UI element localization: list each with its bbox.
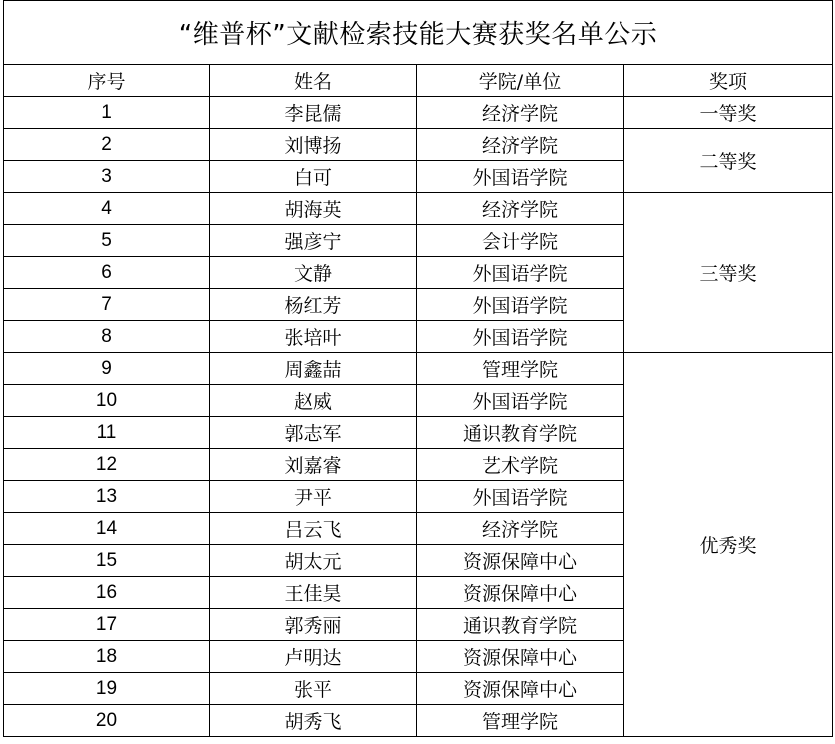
row-index: 13 xyxy=(4,481,210,513)
header-row xyxy=(4,65,833,97)
row-college: 外国语学院 xyxy=(417,289,624,321)
row-college: 管理学院 xyxy=(417,705,624,737)
row-college: 经济学院 xyxy=(417,129,624,161)
row-name: 赵威 xyxy=(210,385,417,417)
row-name: 胡太元 xyxy=(210,545,417,577)
row-index: 3 xyxy=(4,161,210,193)
row-name: 郭秀丽 xyxy=(210,609,417,641)
header-college: 学院/单位 xyxy=(417,65,624,97)
row-name: 杨红芳 xyxy=(210,289,417,321)
row-name: 李昆儒 xyxy=(210,97,417,129)
row-name: 吕云飞 xyxy=(210,513,417,545)
row-index: 20 xyxy=(4,705,210,737)
row-index: 10 xyxy=(4,385,210,417)
table-row xyxy=(4,353,833,385)
header-index: 序号 xyxy=(4,65,210,97)
award-first: 一等奖 xyxy=(624,97,833,129)
row-name: 王佳昊 xyxy=(210,577,417,609)
row-index: 17 xyxy=(4,609,210,641)
row-name: 白可 xyxy=(210,161,417,193)
row-index: 8 xyxy=(4,321,210,353)
row-college: 外国语学院 xyxy=(417,161,624,193)
row-index: 14 xyxy=(4,513,210,545)
header-name: 姓名 xyxy=(210,65,417,97)
row-name: 胡海英 xyxy=(210,193,417,225)
row-index: 6 xyxy=(4,257,210,289)
row-college: 资源保障中心 xyxy=(417,545,624,577)
row-name: 刘博扬 xyxy=(210,129,417,161)
row-name: 尹平 xyxy=(210,481,417,513)
row-index: 4 xyxy=(4,193,210,225)
title-row xyxy=(4,1,833,65)
row-index: 5 xyxy=(4,225,210,257)
row-name: 张培叶 xyxy=(210,321,417,353)
row-index: 19 xyxy=(4,673,210,705)
award-third: 三等奖 xyxy=(624,193,833,353)
row-index: 9 xyxy=(4,353,210,385)
row-index: 18 xyxy=(4,641,210,673)
row-college: 通识教育学院 xyxy=(417,417,624,449)
row-name: 文静 xyxy=(210,257,417,289)
row-college: 资源保障中心 xyxy=(417,577,624,609)
row-index: 2 xyxy=(4,129,210,161)
row-name: 刘嘉睿 xyxy=(210,449,417,481)
table-row xyxy=(4,129,833,161)
row-college: 资源保障中心 xyxy=(417,641,624,673)
row-college: 外国语学院 xyxy=(417,385,624,417)
page-title: “维普杯”文献检索技能大赛获奖名单公示 xyxy=(4,1,833,65)
row-name: 强彦宁 xyxy=(210,225,417,257)
row-index: 11 xyxy=(4,417,210,449)
header-award: 奖项 xyxy=(624,65,833,97)
row-college: 会计学院 xyxy=(417,225,624,257)
table-row xyxy=(4,97,833,129)
row-college: 外国语学院 xyxy=(417,321,624,353)
row-college: 通识教育学院 xyxy=(417,609,624,641)
award-table xyxy=(3,0,833,737)
award-merit: 优秀奖 xyxy=(624,353,833,737)
row-college: 外国语学院 xyxy=(417,481,624,513)
row-college: 管理学院 xyxy=(417,353,624,385)
row-college: 艺术学院 xyxy=(417,449,624,481)
row-college: 资源保障中心 xyxy=(417,673,624,705)
row-index: 16 xyxy=(4,577,210,609)
row-index: 7 xyxy=(4,289,210,321)
row-name: 胡秀飞 xyxy=(210,705,417,737)
row-college: 经济学院 xyxy=(417,97,624,129)
table-row xyxy=(4,193,833,225)
row-college: 经济学院 xyxy=(417,193,624,225)
row-college: 外国语学院 xyxy=(417,257,624,289)
row-college: 经济学院 xyxy=(417,513,624,545)
award-second: 二等奖 xyxy=(624,129,833,193)
row-index: 1 xyxy=(4,97,210,129)
row-index: 15 xyxy=(4,545,210,577)
row-name: 张平 xyxy=(210,673,417,705)
row-index: 12 xyxy=(4,449,210,481)
row-name: 周鑫喆 xyxy=(210,353,417,385)
row-name: 郭志军 xyxy=(210,417,417,449)
row-name: 卢明达 xyxy=(210,641,417,673)
